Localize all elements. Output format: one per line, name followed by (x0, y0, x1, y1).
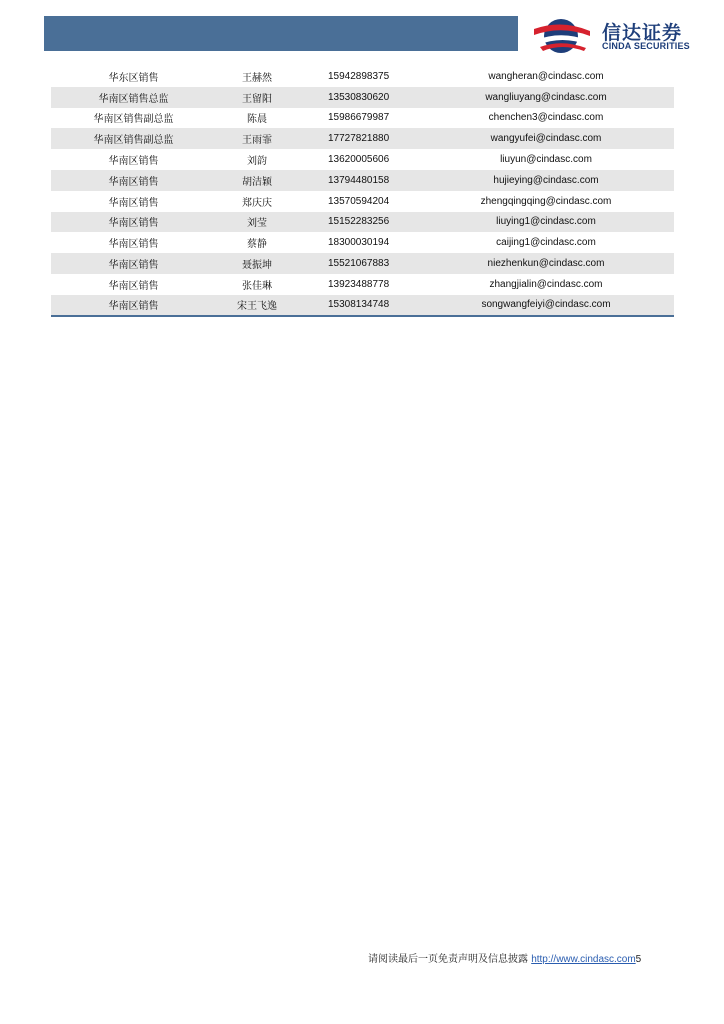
name-cell: 蔡静 (247, 239, 267, 251)
region-cell: 华南区销售 (108, 239, 159, 251)
email-cell: liuying1@cindasc.com (418, 212, 674, 233)
company-logo (532, 16, 712, 56)
table-row (51, 149, 674, 170)
table-row (51, 108, 674, 129)
email-cell: zhengqingqing@cindasc.com (480, 195, 612, 207)
phone-cell: 15308134748 (298, 295, 418, 316)
region-cell: 华南区销售 (51, 170, 216, 191)
table-row (51, 232, 674, 253)
email-cell: wangyufei@cindasc.com (418, 128, 674, 149)
table-row (51, 170, 674, 191)
name-cell: 王留阳 (216, 87, 298, 108)
region-cell: 华南区销售 (108, 197, 159, 209)
email-cell: liuyun@cindasc.com (500, 154, 592, 166)
table-row (51, 66, 674, 87)
table-row (51, 295, 674, 316)
name-cell: 胡洁颖 (216, 170, 298, 191)
region-cell: 华南区销售 (51, 253, 216, 274)
region-cell: 华南区销售副总监 (93, 114, 174, 126)
logo-english-text: CINDA SECURITIES (602, 41, 690, 51)
logo-chinese-text: 信达证券 (602, 22, 683, 44)
table-row (51, 128, 674, 149)
phone-cell: 15986679987 (328, 112, 390, 124)
cinda-logo-icon (532, 16, 594, 56)
email-cell: niezhenkun@cindasc.com (418, 253, 674, 274)
region-cell: 华南区销售总监 (51, 87, 216, 108)
page-footer (368, 950, 641, 965)
footer-website-link[interactable]: http://www.cindasc.com (531, 954, 636, 965)
phone-cell: 13570594204 (328, 195, 390, 207)
name-cell: 宋王飞逸 (216, 295, 298, 316)
phone-cell: 15942898375 (328, 70, 390, 82)
table-row (51, 253, 674, 274)
email-cell: caijing1@cindasc.com (496, 237, 596, 249)
phone-cell: 18300030194 (328, 237, 390, 249)
email-cell: wangheran@cindasc.com (488, 70, 604, 82)
name-cell: 刘莹 (216, 212, 298, 233)
phone-cell: 17727821880 (298, 128, 418, 149)
name-cell: 王赫然 (242, 72, 272, 84)
region-cell: 华南区销售 (51, 295, 216, 316)
email-cell: chenchen3@cindasc.com (488, 112, 604, 124)
name-cell: 陈晨 (247, 114, 267, 126)
name-cell: 王雨霏 (216, 128, 298, 149)
email-cell: wangliuyang@cindasc.com (418, 87, 674, 108)
email-cell: hujieying@cindasc.com (418, 170, 674, 191)
table-row (51, 274, 674, 295)
name-cell: 刘韵 (247, 156, 267, 168)
region-cell: 华南区销售副总监 (51, 128, 216, 149)
phone-cell: 13530830620 (298, 87, 418, 108)
table-row (51, 212, 674, 233)
name-cell: 张佳琳 (242, 280, 272, 292)
contacts-table-body (51, 66, 674, 316)
region-cell: 华东区销售 (108, 72, 159, 84)
email-cell: zhangjialin@cindasc.com (489, 278, 603, 290)
table-row (51, 191, 674, 212)
name-cell: 聂振坤 (216, 253, 298, 274)
phone-cell: 13620005606 (328, 154, 390, 166)
phone-cell: 15152283256 (298, 212, 418, 233)
region-cell: 华南区销售 (108, 156, 159, 168)
table-row (51, 87, 674, 108)
footer-disclaimer: 请阅读最后一页免责声明及信息披露 (368, 954, 528, 965)
header-bar (44, 16, 518, 51)
phone-cell: 15521067883 (298, 253, 418, 274)
page-number: 5 (635, 954, 642, 965)
name-cell: 郑庆庆 (242, 197, 272, 209)
phone-cell: 13923488778 (328, 278, 390, 290)
sales-contacts-table (51, 66, 674, 317)
email-cell: songwangfeiyi@cindasc.com (418, 295, 674, 316)
region-cell: 华南区销售 (51, 212, 216, 233)
phone-cell: 13794480158 (298, 170, 418, 191)
region-cell: 华南区销售 (108, 280, 159, 292)
